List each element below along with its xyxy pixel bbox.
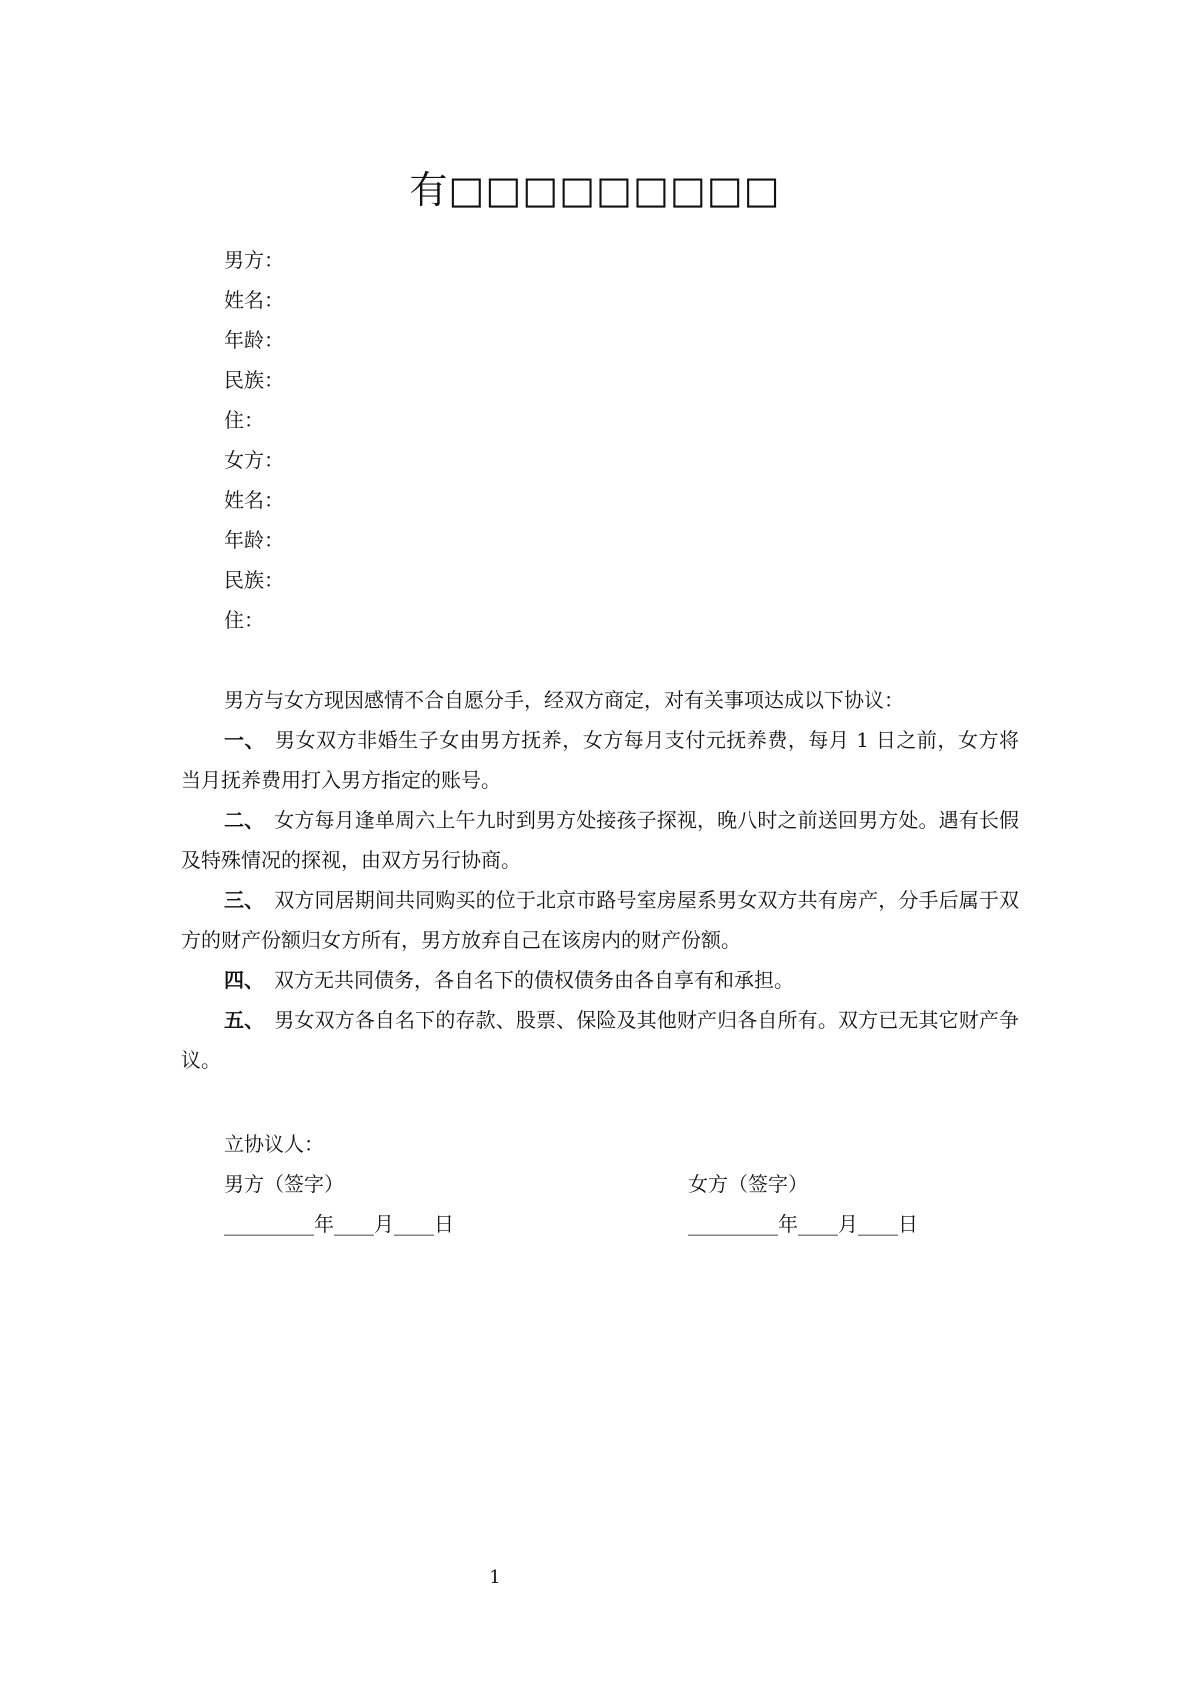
male-ethnicity-field: 民族： bbox=[224, 368, 284, 392]
clause-number: 三、 bbox=[224, 888, 265, 912]
female-address-field: 住： bbox=[224, 608, 264, 632]
female-party-heading: 女方： bbox=[224, 448, 284, 472]
clause-number: 二、 bbox=[224, 808, 265, 832]
signature-row bbox=[224, 1164, 1024, 1204]
agreement-intro: 男方与女方现因感情不合自愿分手，经双方商定，对有关事项达成以下协议： bbox=[224, 688, 904, 712]
clause-text: 男女双方各自名下的存款、股票、保险及其他财产归各自所有。双方已无其它财产争议。 bbox=[181, 1008, 1020, 1072]
clause-3 bbox=[181, 880, 1019, 960]
male-signature-label: 男方（签字） bbox=[224, 1172, 344, 1196]
signature-block bbox=[224, 1124, 1024, 1244]
female-signature-date: _________年____月____日 bbox=[688, 1212, 918, 1236]
party-info-block bbox=[224, 240, 284, 640]
clause-4 bbox=[181, 960, 1019, 1000]
clause-text: 双方同居期间共同购买的位于北京市路号室房屋系男女双方共有房产，分手后属于双方的财产份额归女方所有，男方放弃自己在该房内的财产份额。 bbox=[181, 888, 1020, 952]
clause-number: 四、 bbox=[224, 968, 264, 992]
signature-heading: 立协议人： bbox=[224, 1132, 324, 1156]
male-signature-date: _________年____月____日 bbox=[224, 1212, 454, 1236]
female-name-field: 姓名： bbox=[224, 488, 284, 512]
clause-text: 女方每月逢单周六上午九时到男方处接孩子探视，晚八时之前送回男方处。遇有长假及特殊情况的探视，由双方另行协商。 bbox=[181, 808, 1020, 872]
male-name-field: 姓名： bbox=[224, 288, 284, 312]
clause-text: 双方无共同债务，各自名下的债权债务由各自享有和承担。 bbox=[274, 968, 794, 992]
clause-text: 男女双方非婚生子女由男方抚养，女方每月支付元抚养费，每月 1 日之前，女方将当月抚养费用打入男方指定的账号。 bbox=[181, 728, 1019, 792]
male-party-heading: 男方： bbox=[224, 248, 284, 272]
clause-number: 一、 bbox=[224, 728, 266, 752]
clause-number: 五、 bbox=[224, 1008, 265, 1032]
female-ethnicity-field: 民族： bbox=[224, 568, 284, 592]
female-signature-label: 女方（签字） bbox=[688, 1172, 808, 1196]
male-address-field: 住： bbox=[224, 408, 264, 432]
male-age-field: 年龄： bbox=[224, 328, 284, 352]
clause-2 bbox=[181, 800, 1019, 880]
document-title: 有□□□□□□□□□ bbox=[409, 168, 781, 212]
clause-1 bbox=[181, 720, 1019, 800]
agreement-body bbox=[181, 680, 1019, 1080]
clause-5 bbox=[181, 1000, 1019, 1080]
date-row bbox=[224, 1204, 1024, 1244]
page-number: 1 bbox=[489, 1567, 501, 1588]
female-age-field: 年龄： bbox=[224, 528, 284, 552]
